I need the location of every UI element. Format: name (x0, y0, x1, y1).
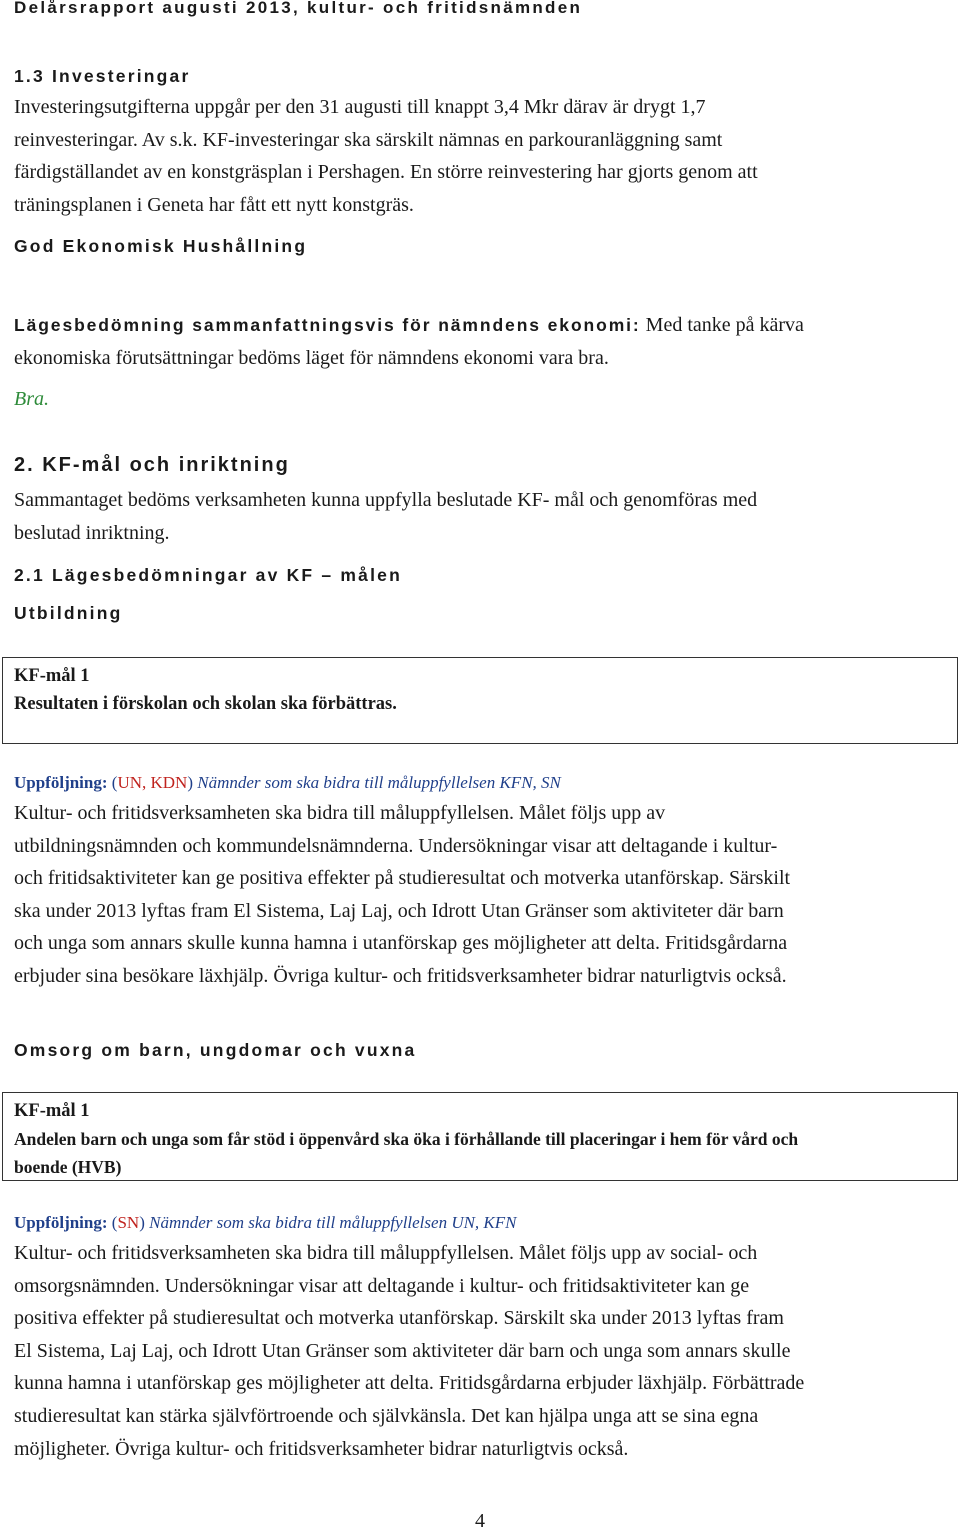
paren-close: ) (139, 1213, 145, 1232)
kf-goal-box-utbildning (2, 657, 958, 744)
heading-lagesbedomningar-kf-malen: 2.1 Lägesbedömningar av KF – målen (14, 565, 402, 585)
paren-open: ( (107, 1213, 118, 1232)
responsible-committees: SN (117, 1213, 140, 1232)
uppfoljning-utbildning (14, 772, 946, 794)
heading-god-ekonomisk-hushallning: God Ekonomisk Hushållning (14, 236, 308, 256)
page-number: 4 (475, 1510, 485, 1532)
text-line: och fritidsaktiviteter kan ge positiva effekter på studieresultat och motverka utanförskap. Särskilt (14, 867, 791, 890)
lagesbedomning-text: Med tanke på kärva (640, 314, 804, 336)
text-line (14, 309, 946, 342)
kf-goal-text: boende (HVB) (14, 1157, 122, 1177)
text-line: reinvesteringar. Av s.k. KF-investeringar ska särskilt nämnas en parkouranläggning samt (14, 128, 723, 151)
uppfoljning-label: Uppföljning: (14, 1213, 108, 1232)
text-line: ska under 2013 lyftas fram El Sistema, Laj Laj, och Idrott Utan Gränser som aktiviteter där barn (14, 899, 784, 922)
text-line: utbildningsnämnden och kommundelsnämnderna. Undersökningar visar att deltagande i kultur- (14, 834, 778, 857)
text-line: och unga som annars skulle kunna hamna i utanförskap ges möjligheter att delta. Fritidsgårdarna (14, 932, 788, 955)
utbildning-body (14, 797, 946, 993)
text-line: träningsplanen i Geneta har fått ett nytt konstgräs. (14, 193, 414, 216)
heading-kf-mal-och-inriktning: 2. KF-mål och inriktning (14, 454, 290, 476)
responsible-committees: UN, KDN (117, 773, 188, 792)
text-line: ekonomiska förutsättningar bedöms läget för nämndens ekonomi vara bra. (14, 346, 609, 369)
kf-goal-label: KF-mål 1 (14, 666, 90, 686)
lagesbedomning-ekonomi (14, 309, 946, 374)
text-line: Sammantaget bedöms verksamheten kunna uppfylla beslutade KF- mål och genomföras med (14, 489, 758, 511)
uppfoljning-omsorg (14, 1212, 946, 1234)
omsorg-body (14, 1237, 946, 1465)
heading-utbildning: Utbildning (14, 603, 123, 623)
kf-mal-summary (14, 484, 946, 549)
paren-open: ( (107, 773, 118, 792)
heading-omsorg: Omsorg om barn, ungdomar och vuxna (14, 1040, 417, 1060)
kf-goal-text: Resultaten i förskolan och skolan ska förbättras. (14, 694, 397, 714)
text-line: Kultur- och fritidsverksamheten ska bidra till måluppfyllelsen. Målet följs upp av social- och (14, 1242, 758, 1264)
kf-goal-label: KF-mål 1 (14, 1101, 90, 1121)
text-line: beslutad inriktning. (14, 521, 170, 544)
contributing-committees: Nämnder som ska bidra till måluppfyllelsen KFN, SN (193, 773, 561, 792)
text-line: Investeringsutgifterna uppgår per den 31 augusti till knappt 3,4 Mkr därav är drygt 1,7 (14, 96, 706, 118)
text-line: El Sistema, Laj Laj, och Idrott Utan Gränser som aktiviteter där barn och unga som annars skulle (14, 1339, 791, 1362)
uppfoljning-label: Uppföljning: (14, 773, 108, 792)
text-line: möjligheter. Övriga kultur- och fritidsverksamheter bidrar naturligtvis också. (14, 1437, 629, 1460)
text-line: kunna hamna i utanförskap ges möjligheter att delta. Fritidsgårdarna erbjuder läxhjälp. Förbättrade (14, 1372, 805, 1395)
text-line: omsorgsnämnden. Undersökningar visar att deltagande i kultur- och fritidsaktiviteter kan ge (14, 1274, 750, 1297)
text-line: studieresultat kan stärka självförtroende och självkänsla. Det kan hjälpa unga att se sina egna (14, 1404, 759, 1427)
heading-investeringar: 1.3 Investeringar (14, 66, 191, 86)
contributing-committees: Nämnder som ska bidra till måluppfyllelsen UN, KFN (144, 1213, 517, 1232)
kf-goal-text: Andelen barn och unga som får stöd i öppenvård ska öka i förhållande till placeringar i hem för vård och (14, 1129, 799, 1149)
text-line: positiva effekter på studieresultat och motverka utanförskap. Särskilt ska under 2013 lyftas fram (14, 1307, 784, 1330)
text-line: färdigställandet av en konstgräsplan i Pershagen. En större reinvestering har gjorts genom att (14, 161, 758, 184)
page-header: Delårsrapport augusti 2013, kultur- och fritidsnämnden (14, 0, 583, 17)
paren-close: ) (187, 773, 194, 792)
lagesbedomning-label: Lägesbedömning sammanfattningsvis för nämndens ekonomi: (14, 315, 641, 335)
rating-bra: Bra. (14, 388, 49, 410)
kf-goal-box-omsorg (2, 1092, 958, 1181)
text-line: erbjuder sina besökare läxhjälp. Övriga kultur- och fritidsverksamheter bidrar naturligtvis också. (14, 964, 787, 987)
investeringar-text (14, 91, 946, 221)
text-line: Kultur- och fritidsverksamheten ska bidra till måluppfyllelsen. Målet följs upp av (14, 802, 666, 824)
